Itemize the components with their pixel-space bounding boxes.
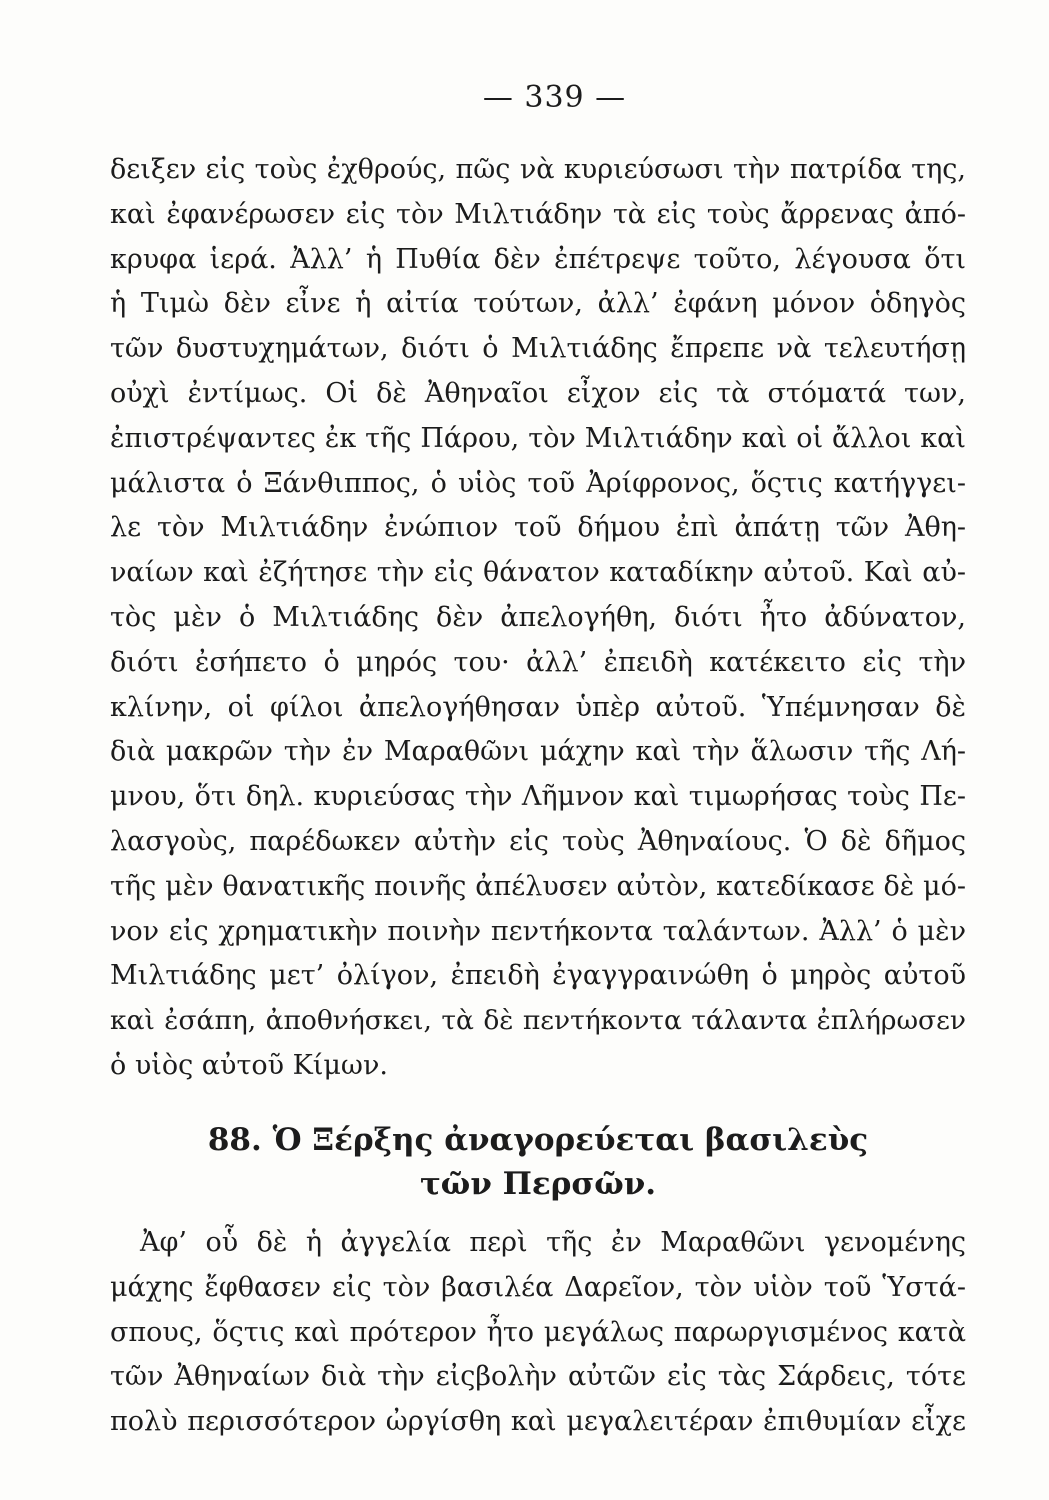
text-line: τὸς μὲν ὁ Μιλτιάδης δὲν ἀπελογήθη, διότι ἦτο ἀδύνατον, xyxy=(110,601,966,633)
text-line: τῆς μὲν θανατικῆς ποινῆς ἀπέλυσεν αὐτὸν, κατεδίκασε δὲ μό- xyxy=(110,870,966,902)
paragraph-xerxes xyxy=(110,1221,966,1445)
text-line: ὁ υἱὸς αὐτοῦ Κίμων. xyxy=(110,1049,388,1081)
text-line: κλίνην, οἱ φίλοι ἀπελογήθησαν ὑπὲρ αὐτοῦ. Ὑπέμνησαν δὲ xyxy=(110,691,966,723)
text-line: καὶ ἐσάπη, ἀποθνήσκει, τὰ δὲ πεντήκοντα τάλαντα ἐπλήρωσεν xyxy=(110,1005,966,1037)
text-line: Ἀφ’ οὗ δὲ ἡ ἀγγελία περὶ τῆς ἐν Μαραθῶνι γενομένης xyxy=(140,1227,966,1258)
text-line: διὰ μακρῶν τὴν ἐν Μαραθῶνι μάχην καὶ τὴν ἅλωσιν τῆς Λή- xyxy=(110,736,966,768)
paragraph-miltiades-trial xyxy=(110,148,966,1089)
text-line: ἡ Τιμὼ δὲν εἶνε ἡ αἰτία τούτων, ἀλλ’ ἐφάνη μόνον ὁδηγὸς xyxy=(110,288,966,320)
text-line: ναίων καὶ ἐζήτησε τὴν εἰς θάνατον καταδίκην αὐτοῦ. Καὶ αὐ- xyxy=(110,557,966,589)
section-heading-line: τῶν Περσῶν. xyxy=(419,1166,657,1202)
section-heading-line: 88. Ὁ Ξέρξης ἀναγορεύεται βασιλεὺς xyxy=(207,1122,869,1158)
text-line: μνου, ὅτι δηλ. κυριεύσας τὴν Λῆμνον καὶ τιμωρήσας τοὺς Πε- xyxy=(110,781,966,813)
text-line: καὶ ἐφανέρωσεν εἰς τὸν Μιλτιάδην τὰ εἰς τοὺς ἄρρενας ἀπό- xyxy=(110,198,966,230)
text-line: Μιλτιάδης μετ’ ὀλίγον, ἐπειδὴ ἐγαγγραινώθη ὁ μηρὸς αὐτοῦ xyxy=(110,960,966,992)
text-line: μάχης ἔφθασεν εἰς τὸν βασιλέα Δαρεῖον, τὸν υἱὸν τοῦ Ὑστά- xyxy=(110,1271,966,1303)
text-line: κρυφα ἱερά. Ἀλλ’ ἡ Πυθία δὲν ἐπέτρεψε τοῦτο, λέγουσα ὅτι xyxy=(110,243,966,275)
section-heading xyxy=(110,1118,966,1206)
text-line: πολὺ περισσότερον ὠργίσθη καὶ μεγαλειτέραν ἐπιθυμίαν εἶχε xyxy=(110,1406,966,1438)
text-line: νον εἰς χρηματικὴν ποινὴν πεντήκοντα ταλάντων. Ἀλλ’ ὁ μὲν xyxy=(110,915,966,947)
text-line: δειξεν εἰς τοὺς ἐχθρούς, πῶς νὰ κυριεύσωσι τὴν πατρίδα της, xyxy=(110,154,966,185)
page-number: — 339 — xyxy=(482,80,627,115)
text-line: μάλιστα ὁ Ξάνθιππος, ὁ υἱὸς τοῦ Ἀρίφρονος, ὅςτις κατήγγει- xyxy=(110,467,966,499)
text-line: ἐπιστρέψαντες ἐκ τῆς Πάρου, τὸν Μιλτιάδην καὶ οἱ ἄλλοι καὶ xyxy=(110,422,966,454)
text-line: σπους, ὅςτις καὶ πρότερον ἦτο μεγάλως παρωργισμένος κατὰ xyxy=(110,1316,966,1348)
text-line: τῶν δυστυχημάτων, διότι ὁ Μιλτιάδης ἔπρεπε νὰ τελευτήσῃ xyxy=(110,333,966,365)
text-line: λασγοὺς, παρέδωκεν αὐτὴν εἰς τοὺς Ἀθηναίους. Ὁ δὲ δῆμος xyxy=(110,825,966,857)
text-line: διότι ἐσήπετο ὁ μηρός του· ἀλλ’ ἐπειδὴ κατέκειτο εἰς τὴν xyxy=(110,646,966,678)
text-line: οὐχὶ ἐντίμως. Οἱ δὲ Ἀθηναῖοι εἶχον εἰς τὰ στόματά των, xyxy=(110,377,966,409)
text-line: τῶν Ἀθηναίων διὰ τὴν εἰςβολὴν αὐτῶν εἰς τὰς Σάρδεις, τότε xyxy=(110,1361,966,1393)
text-line: λε τὸν Μιλτιάδην ἐνώπιον τοῦ δήμου ἐπὶ ἀπάτῃ τῶν Ἀθη- xyxy=(110,512,966,544)
